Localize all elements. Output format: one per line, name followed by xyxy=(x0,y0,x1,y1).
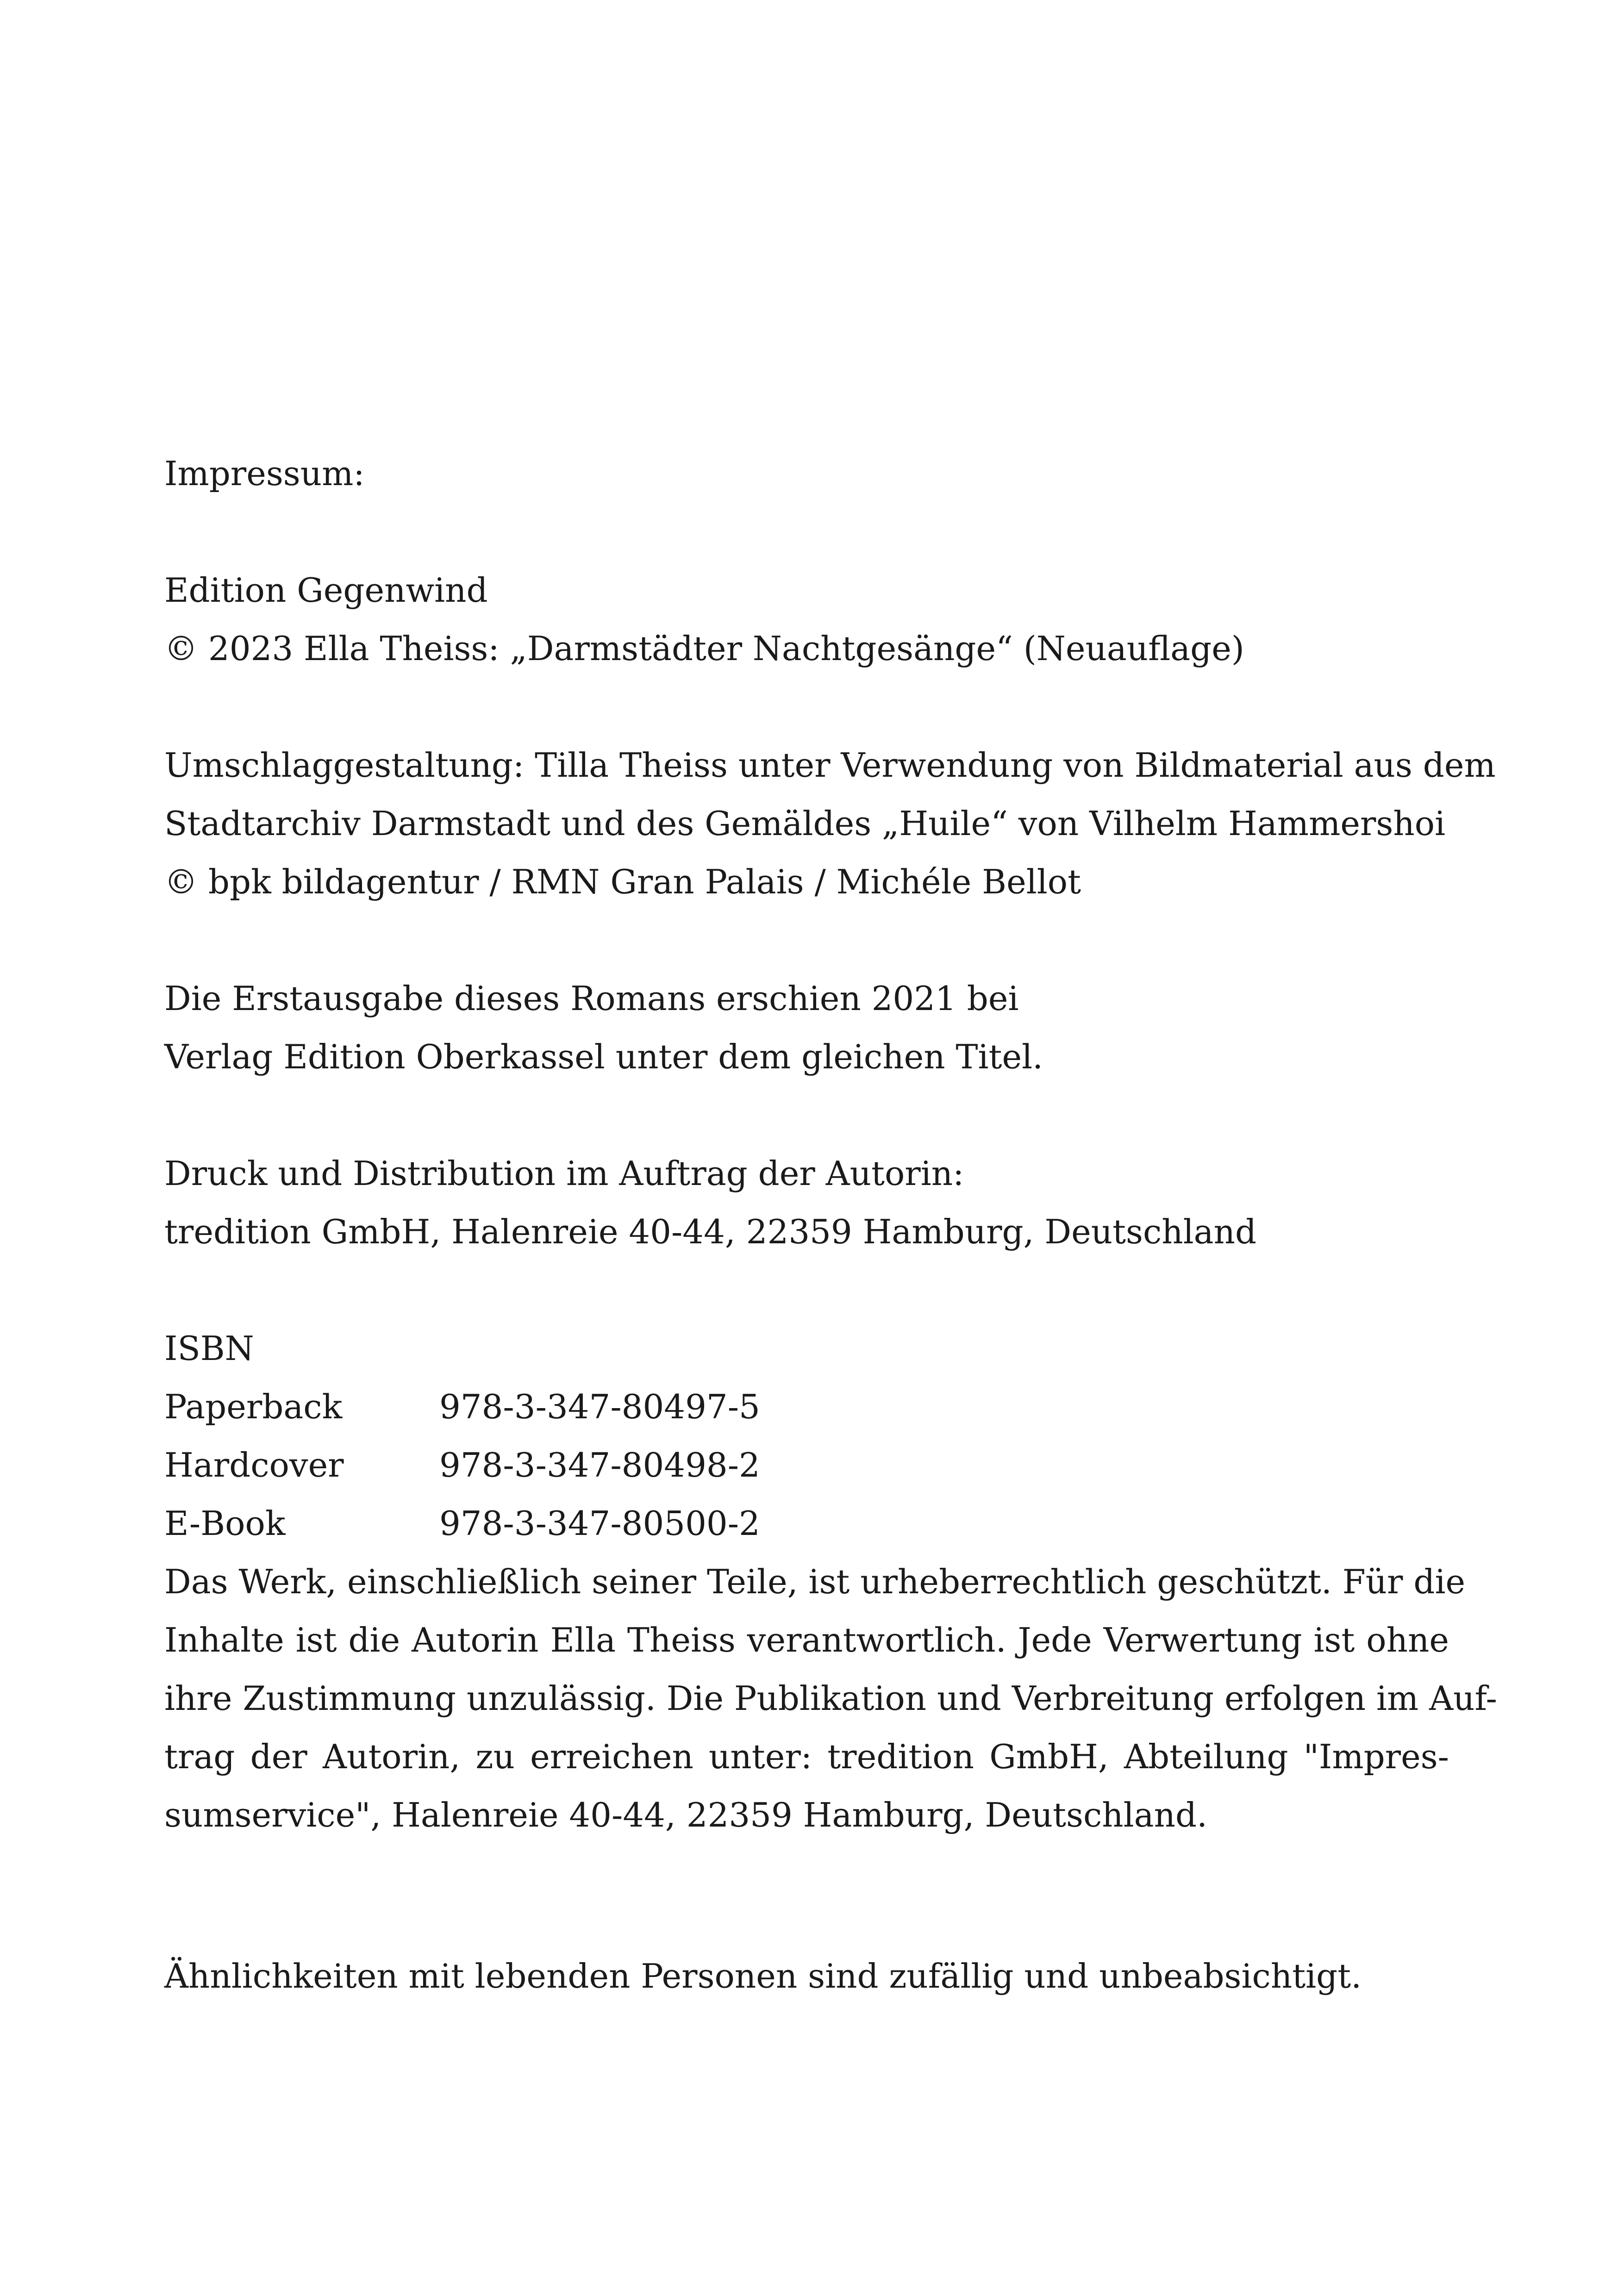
notice-line: Das Werk, einschließlich seiner Teile, ist urheberrechtlich geschützt. Für die xyxy=(164,1562,1466,1601)
notice-line: sumservice", Halenreie 40-44, 22359 Hamburg, Deutschland. xyxy=(164,1796,1207,1834)
cover-design-line: Stadtarchiv Darmstadt und des Gemäldes „Huile“ von Vilhelm Hammershoi xyxy=(164,804,1446,843)
isbn-format-label: Hardcover xyxy=(164,1446,344,1484)
spacer xyxy=(164,1844,1449,1947)
isbn-number: 978-3-347-80497-5 xyxy=(439,1387,760,1426)
cover-image-credit: © bpk bildagentur / RMN Gran Palais / Michéle Bellot xyxy=(164,862,1081,901)
printer-address: tredition GmbH, Halenreie 40-44, 22359 Hamburg, Deutschland xyxy=(164,1212,1257,1251)
spacer xyxy=(164,1086,1449,1144)
first-edition-line: Die Erstausgabe dieses Romans erschien 2021 bei xyxy=(164,979,1019,1018)
disclaimer: Ähnlichkeiten mit lebenden Personen sind zufällig und unbeabsichtigt. xyxy=(164,1957,1362,1996)
imprint-text-block xyxy=(164,444,1497,2005)
isbn-format-label: E-Book xyxy=(164,1504,286,1543)
isbn-row-hardcover xyxy=(164,1436,1449,1494)
notice-line: ihre Zustimmung unzulässig. Die Publikation und Verbreitung erfolgen im Auf- xyxy=(164,1679,1497,1718)
isbn-title: ISBN xyxy=(164,1329,254,1368)
imprint-heading: Impressum: xyxy=(164,454,365,493)
notice-line: Inhalte ist die Autorin Ella Theiss verantwortlich. Jede Verwertung ist ohne xyxy=(164,1621,1449,1659)
isbn-format-label: Paperback xyxy=(164,1387,343,1426)
publisher-name: Edition Gegenwind xyxy=(164,571,488,610)
printing-line: Druck und Distribution im Auftrag der Autorin: xyxy=(164,1154,964,1193)
copyright-line: © 2023 Ella Theiss: „Darmstädter Nachtgesänge“ (Neuauflage) xyxy=(164,629,1244,668)
spacer xyxy=(164,678,1449,736)
isbn-number: 978-3-347-80500-2 xyxy=(439,1504,760,1543)
first-edition-line: Verlag Edition Oberkassel unter dem gleichen Titel. xyxy=(164,1037,1043,1076)
spacer xyxy=(164,911,1449,969)
isbn-row-ebook xyxy=(164,1494,1449,1553)
spacer xyxy=(164,1261,1449,1319)
spacer xyxy=(164,503,1449,561)
cover-design-line: Umschlaggestaltung: Tilla Theiss unter Verwendung von Bildmaterial aus dem xyxy=(164,746,1496,785)
notice-line: trag der Autorin, zu erreichen unter: tredition GmbH, Abteilung "Impres- xyxy=(164,1737,1449,1776)
isbn-row-paperback xyxy=(164,1378,1449,1436)
copyright-notice xyxy=(164,1553,1497,1844)
isbn-number: 978-3-347-80498-2 xyxy=(439,1446,760,1484)
